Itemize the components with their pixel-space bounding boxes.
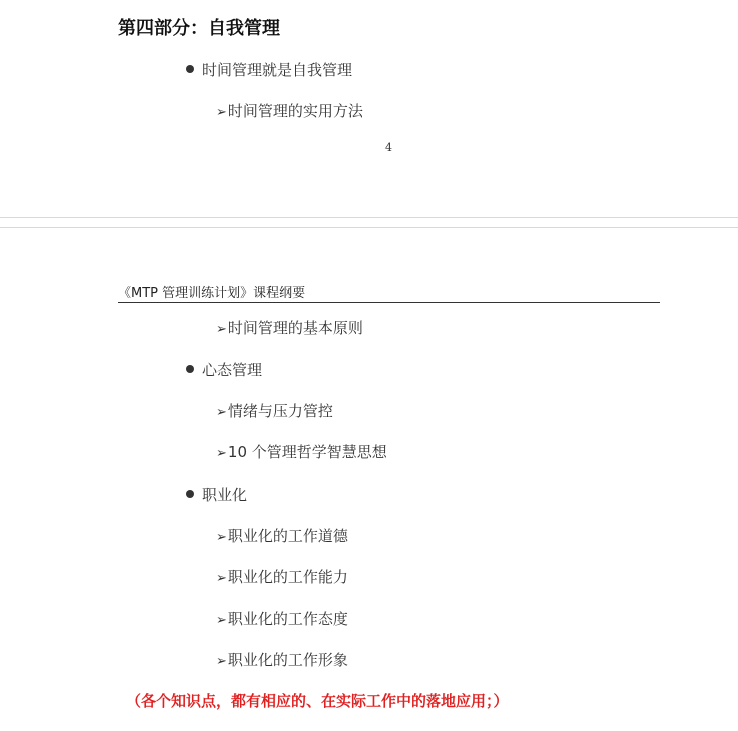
sub-item bbox=[216, 441, 387, 462]
sub-item-text: 职业化的工作态度 bbox=[227, 610, 348, 628]
page-number: 4 bbox=[385, 141, 392, 154]
bullet-text: 职业化 bbox=[202, 486, 248, 504]
bullet-item bbox=[186, 359, 262, 380]
sub-item-text: 时间管理的基本原则 bbox=[227, 319, 363, 337]
sub-item-text: 10 个管理哲学智慧思想 bbox=[227, 443, 387, 461]
sub-item-text: 时间管理的实用方法 bbox=[227, 102, 363, 120]
sub-item bbox=[216, 317, 363, 338]
bullet-dot-icon bbox=[186, 365, 194, 373]
application-note: （各个知识点，都有相应的、在实际工作中的落地应用；） bbox=[126, 692, 509, 710]
sub-item bbox=[216, 100, 363, 121]
sub-item-text: 职业化的工作道德 bbox=[227, 527, 348, 545]
arrow-right-icon: ➢ bbox=[216, 446, 227, 461]
bullet-dot-icon bbox=[186, 65, 194, 73]
arrow-right-icon: ➢ bbox=[216, 571, 227, 586]
sub-item bbox=[216, 566, 348, 587]
sub-item-text: 情绪与压力管控 bbox=[227, 402, 333, 420]
page-separator bbox=[0, 217, 738, 228]
arrow-right-icon: ➢ bbox=[216, 654, 227, 669]
sub-item bbox=[216, 400, 333, 421]
arrow-right-icon: ➢ bbox=[216, 405, 227, 420]
bullet-dot-icon bbox=[186, 490, 194, 498]
arrow-right-icon: ➢ bbox=[216, 530, 227, 545]
bullet-item bbox=[186, 484, 247, 505]
sub-item bbox=[216, 608, 348, 629]
bullet-text: 时间管理就是自我管理 bbox=[202, 61, 353, 79]
section-title: 第四部分：自我管理 bbox=[118, 18, 280, 39]
sub-item bbox=[216, 525, 348, 546]
bullet-item bbox=[186, 59, 352, 80]
bullet-text: 心态管理 bbox=[202, 361, 263, 379]
sub-item bbox=[216, 649, 348, 670]
arrow-right-icon: ➢ bbox=[216, 613, 227, 628]
sub-item-text: 职业化的工作能力 bbox=[227, 568, 348, 586]
arrow-right-icon: ➢ bbox=[216, 105, 227, 120]
running-header: 《MTP 管理训练计划》课程纲要 bbox=[118, 282, 660, 303]
sub-item-text: 职业化的工作形象 bbox=[227, 651, 348, 669]
arrow-right-icon: ➢ bbox=[216, 322, 227, 337]
